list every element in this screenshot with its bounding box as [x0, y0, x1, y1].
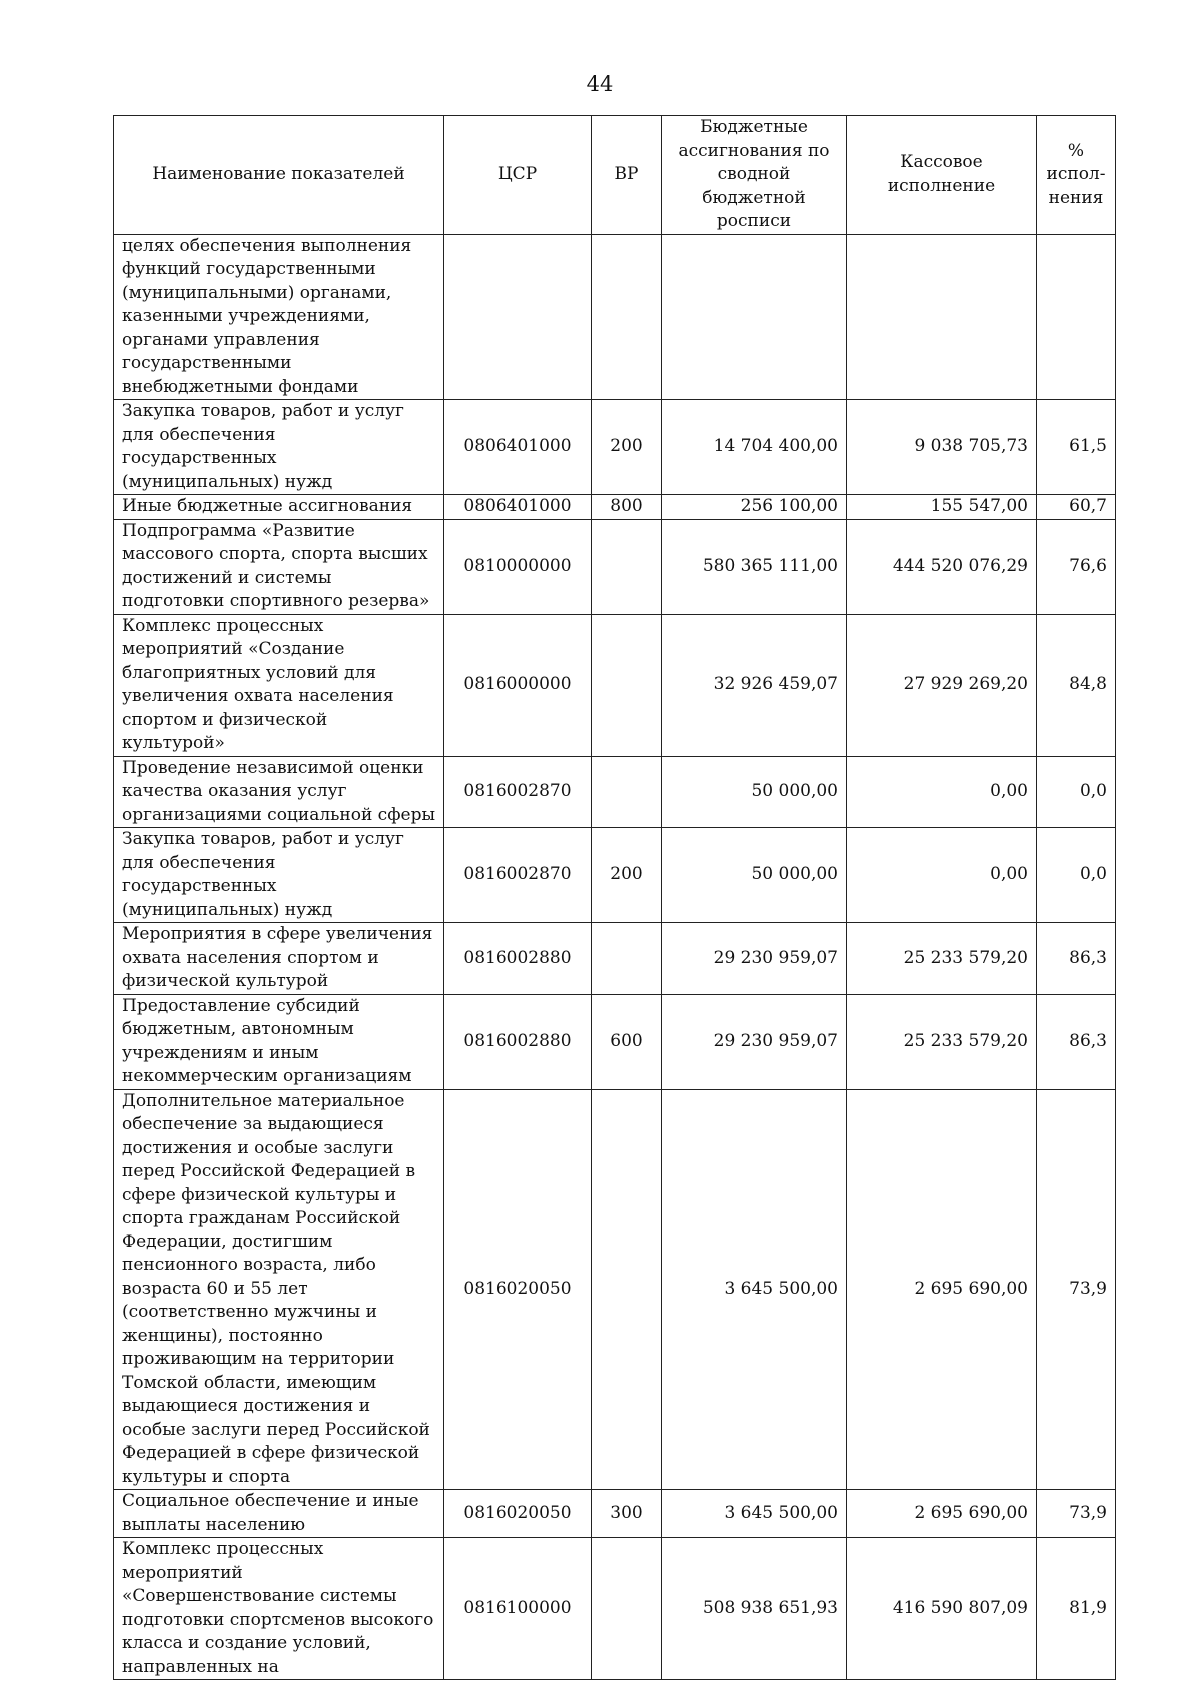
- row-budget: 50 000,00: [662, 828, 847, 923]
- row-percent: [1037, 234, 1116, 400]
- row-vr: 300: [592, 1490, 662, 1538]
- table-row: [114, 994, 1116, 1089]
- row-vr: [592, 923, 662, 995]
- row-name: Предоставление субсидий бюджетным, автономным учреждениям и иным некоммерческим организациям: [114, 994, 444, 1089]
- table-row: [114, 1538, 1116, 1680]
- row-percent: 0,0: [1037, 756, 1116, 828]
- row-vr: 800: [592, 495, 662, 520]
- row-name: Комплекс процессных мероприятий «Создание благоприятных условий для увеличения охвата населения спортом и физической культурой»: [114, 614, 444, 756]
- row-csr: 0816000000: [444, 614, 592, 756]
- row-percent: 81,9: [1037, 1538, 1116, 1680]
- row-budget: 508 938 651,93: [662, 1538, 847, 1680]
- row-csr: 0816002880: [444, 994, 592, 1089]
- header-vr: ВР: [592, 116, 662, 235]
- row-name: Дополнительное материальное обеспечение за выдающиеся достижения и особые заслуги перед Российской Федерацией в сфере физической культуры и спорта гражданам Российской Федерации, достигшим пенсионного возраста, либо возраста 60 и 55 лет (соответственно мужчины и женщины), постоянно проживающим на территории Томской области, имеющим выдающиеся достижения и особые заслуги перед Российской Федерацией в сфере физической культуры и спорта: [114, 1089, 444, 1490]
- header-row: [114, 116, 1116, 235]
- table-row: [114, 923, 1116, 995]
- row-csr: 0806401000: [444, 495, 592, 520]
- row-vr: 200: [592, 400, 662, 495]
- row-vr: 600: [592, 994, 662, 1089]
- row-csr: 0816002870: [444, 828, 592, 923]
- table-row: [114, 234, 1116, 400]
- row-name: Иные бюджетные ассигнования: [114, 495, 444, 520]
- row-percent: 86,3: [1037, 994, 1116, 1089]
- row-percent: 76,6: [1037, 519, 1116, 614]
- row-percent: 61,5: [1037, 400, 1116, 495]
- row-percent: 60,7: [1037, 495, 1116, 520]
- row-name: Социальное обеспечение и иные выплаты населению: [114, 1490, 444, 1538]
- row-name: Подпрограмма «Развитие массового спорта, спорта высших достижений и системы подготовки спортивного резерва»: [114, 519, 444, 614]
- row-name: Комплекс процессных мероприятий «Совершенствование системы подготовки спортсменов высокого класса и создание условий, направленных на: [114, 1538, 444, 1680]
- table-row: [114, 519, 1116, 614]
- table-body: [114, 234, 1116, 1680]
- header-csr: ЦСР: [444, 116, 592, 235]
- table-row: [114, 400, 1116, 495]
- table-row: [114, 1490, 1116, 1538]
- row-name: Проведение независимой оценки качества оказания услуг организациями социальной сферы: [114, 756, 444, 828]
- row-cash: 9 038 705,73: [847, 400, 1037, 495]
- table-row: [114, 756, 1116, 828]
- row-percent: 0,0: [1037, 828, 1116, 923]
- row-percent: 84,8: [1037, 614, 1116, 756]
- row-csr: 0810000000: [444, 519, 592, 614]
- row-csr: 0816020050: [444, 1089, 592, 1490]
- row-budget: 32 926 459,07: [662, 614, 847, 756]
- table-row: [114, 495, 1116, 520]
- table-row: [114, 828, 1116, 923]
- row-cash: 416 590 807,09: [847, 1538, 1037, 1680]
- row-name: Закупка товаров, работ и услуг для обеспечения государственных (муниципальных) нужд: [114, 400, 444, 495]
- row-vr: [592, 1089, 662, 1490]
- row-percent: 73,9: [1037, 1490, 1116, 1538]
- row-csr: 0816002880: [444, 923, 592, 995]
- page-number: 44: [586, 72, 614, 96]
- row-name: Мероприятия в сфере увеличения охвата населения спортом и физической культурой: [114, 923, 444, 995]
- row-name: Закупка товаров, работ и услуг для обеспечения государственных (муниципальных) нужд: [114, 828, 444, 923]
- row-name: целях обеспечения выполнения функций государственными (муниципальными) органами, казенными учреждениями, органами управления государственными внебюджетными фондами: [114, 234, 444, 400]
- row-percent: 86,3: [1037, 923, 1116, 995]
- row-vr: [592, 234, 662, 400]
- header-budget: Бюджетные ассигнования по сводной бюджетной росписи: [662, 116, 847, 235]
- row-csr: 0816100000: [444, 1538, 592, 1680]
- row-csr: 0806401000: [444, 400, 592, 495]
- row-cash: 444 520 076,29: [847, 519, 1037, 614]
- row-csr: 0816020050: [444, 1490, 592, 1538]
- row-cash: [847, 234, 1037, 400]
- row-budget: [662, 234, 847, 400]
- row-budget: 256 100,00: [662, 495, 847, 520]
- budget-table: [113, 115, 1116, 1680]
- row-vr: [592, 614, 662, 756]
- table-row: [114, 614, 1116, 756]
- row-budget: 580 365 111,00: [662, 519, 847, 614]
- row-budget: 3 645 500,00: [662, 1490, 847, 1538]
- row-budget: 29 230 959,07: [662, 923, 847, 995]
- row-cash: 0,00: [847, 828, 1037, 923]
- row-cash: 0,00: [847, 756, 1037, 828]
- row-vr: [592, 756, 662, 828]
- row-cash: 25 233 579,20: [847, 994, 1037, 1089]
- row-budget: 14 704 400,00: [662, 400, 847, 495]
- row-cash: 2 695 690,00: [847, 1490, 1037, 1538]
- row-budget: 50 000,00: [662, 756, 847, 828]
- row-csr: [444, 234, 592, 400]
- header-name: Наименование показателей: [114, 116, 444, 235]
- row-vr: 200: [592, 828, 662, 923]
- row-cash: 27 929 269,20: [847, 614, 1037, 756]
- row-budget: 29 230 959,07: [662, 994, 847, 1089]
- row-percent: 73,9: [1037, 1089, 1116, 1490]
- row-cash: 2 695 690,00: [847, 1089, 1037, 1490]
- row-budget: 3 645 500,00: [662, 1089, 847, 1490]
- header-percent: % испол-нения: [1037, 116, 1116, 235]
- table-row: [114, 1089, 1116, 1490]
- row-cash: 25 233 579,20: [847, 923, 1037, 995]
- header-cash: Кассовое исполнение: [847, 116, 1037, 235]
- row-csr: 0816002870: [444, 756, 592, 828]
- row-cash: 155 547,00: [847, 495, 1037, 520]
- row-vr: [592, 1538, 662, 1680]
- row-vr: [592, 519, 662, 614]
- table-header: [114, 116, 1116, 235]
